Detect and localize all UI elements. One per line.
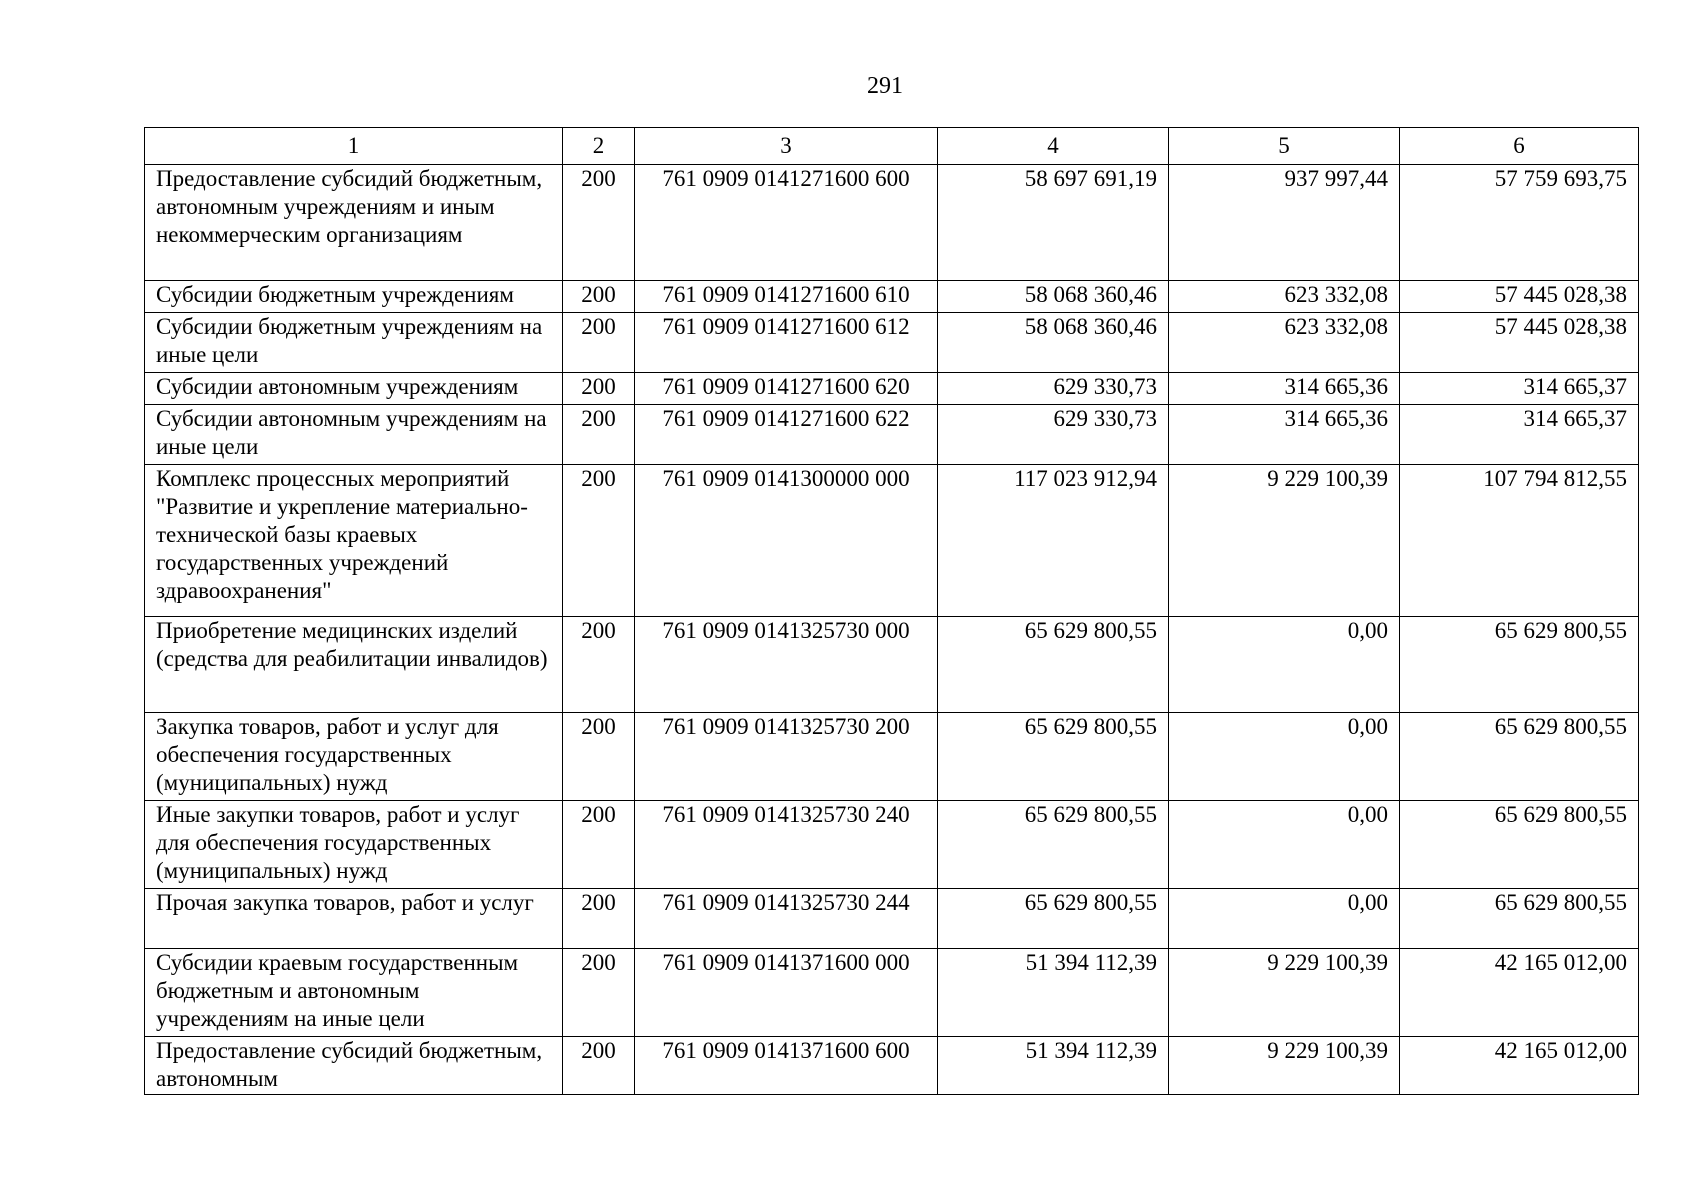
- row-value-col5: 9 229 100,39: [1169, 1037, 1400, 1095]
- row-value-col4: 65 629 800,55: [938, 801, 1169, 889]
- row-value-col4: 117 023 912,94: [938, 465, 1169, 617]
- column-header-6: 6: [1400, 128, 1639, 165]
- row-code: 200: [563, 1037, 635, 1095]
- row-classification: 761 0909 0141271600 600: [635, 165, 938, 281]
- row-name: Приобретение медицинских изделий (средства для реабилитации инвалидов): [145, 617, 563, 713]
- table-row: [145, 1037, 1639, 1095]
- table-row: [145, 465, 1639, 617]
- table-row: [145, 373, 1639, 405]
- row-value-col4: 58 068 360,46: [938, 313, 1169, 373]
- row-value-col6: 107 794 812,55: [1400, 465, 1639, 617]
- column-header-2: 2: [563, 128, 635, 165]
- row-classification: 761 0909 0141271600 622: [635, 405, 938, 465]
- row-classification: 761 0909 0141371600 600: [635, 1037, 938, 1095]
- row-classification: 761 0909 0141271600 610: [635, 281, 938, 313]
- row-code: 200: [563, 889, 635, 949]
- row-code: 200: [563, 465, 635, 617]
- row-value-col5: 623 332,08: [1169, 313, 1400, 373]
- row-classification: 761 0909 0141325730 244: [635, 889, 938, 949]
- table-row: [145, 313, 1639, 373]
- row-value-col5: 0,00: [1169, 617, 1400, 713]
- page-number: 291: [867, 73, 903, 99]
- row-value-col5: 9 229 100,39: [1169, 949, 1400, 1037]
- row-classification: 761 0909 0141371600 000: [635, 949, 938, 1037]
- row-code: 200: [563, 405, 635, 465]
- row-value-col4: 51 394 112,39: [938, 949, 1169, 1037]
- row-classification: 761 0909 0141300000 000: [635, 465, 938, 617]
- row-value-col4: 65 629 800,55: [938, 617, 1169, 713]
- row-name: Субсидии бюджетным учреждениям: [145, 281, 563, 313]
- row-classification: 761 0909 0141325730 240: [635, 801, 938, 889]
- row-value-col6: 314 665,37: [1400, 373, 1639, 405]
- row-value-col6: 314 665,37: [1400, 405, 1639, 465]
- column-header-1: 1: [145, 128, 563, 165]
- row-value-col6: 65 629 800,55: [1400, 713, 1639, 801]
- row-value-col6: 65 629 800,55: [1400, 801, 1639, 889]
- row-value-col5: 0,00: [1169, 801, 1400, 889]
- row-value-col4: 65 629 800,55: [938, 713, 1169, 801]
- table-body: [145, 165, 1639, 1095]
- row-value-col6: 57 759 693,75: [1400, 165, 1639, 281]
- table-row: [145, 281, 1639, 313]
- header-row: [145, 128, 1639, 165]
- row-value-col4: 58 697 691,19: [938, 165, 1169, 281]
- row-value-col5: 937 997,44: [1169, 165, 1400, 281]
- row-value-col4: 629 330,73: [938, 405, 1169, 465]
- row-value-col4: 58 068 360,46: [938, 281, 1169, 313]
- table-row: [145, 889, 1639, 949]
- row-name: Предоставление субсидий бюджетным, автономным учреждениям и иным некоммерческим организациям: [145, 165, 563, 281]
- table-row: [145, 949, 1639, 1037]
- row-name: Иные закупки товаров, работ и услуг для обеспечения государственных (муниципальных) нужд: [145, 801, 563, 889]
- row-value-col5: 314 665,36: [1169, 405, 1400, 465]
- row-classification: 761 0909 0141325730 000: [635, 617, 938, 713]
- row-name: Прочая закупка товаров, работ и услуг: [145, 889, 563, 949]
- table-header: [145, 128, 1639, 165]
- row-name: Субсидии автономным учреждениям: [145, 373, 563, 405]
- row-code: 200: [563, 617, 635, 713]
- row-value-col5: 0,00: [1169, 713, 1400, 801]
- row-value-col6: 65 629 800,55: [1400, 889, 1639, 949]
- row-value-col6: 57 445 028,38: [1400, 281, 1639, 313]
- row-value-col6: 65 629 800,55: [1400, 617, 1639, 713]
- row-name: Закупка товаров, работ и услуг для обеспечения государственных (муниципальных) нужд: [145, 713, 563, 801]
- budget-table: [144, 127, 1639, 1095]
- row-code: 200: [563, 373, 635, 405]
- row-value-col4: 51 394 112,39: [938, 1037, 1169, 1095]
- table-row: [145, 165, 1639, 281]
- row-value-col4: 65 629 800,55: [938, 889, 1169, 949]
- table-row: [145, 617, 1639, 713]
- row-value-col5: 9 229 100,39: [1169, 465, 1400, 617]
- row-value-col5: 314 665,36: [1169, 373, 1400, 405]
- row-classification: 761 0909 0141325730 200: [635, 713, 938, 801]
- row-code: 200: [563, 801, 635, 889]
- column-header-5: 5: [1169, 128, 1400, 165]
- row-value-col6: 42 165 012,00: [1400, 949, 1639, 1037]
- row-name: Предоставление субсидий бюджетным, автономным: [145, 1037, 563, 1095]
- row-name: Субсидии автономным учреждениям на иные цели: [145, 405, 563, 465]
- row-name: Субсидии краевым государственным бюджетным и автономным учреждениям на иные цели: [145, 949, 563, 1037]
- row-code: 200: [563, 949, 635, 1037]
- row-value-col6: 57 445 028,38: [1400, 313, 1639, 373]
- table-row: [145, 405, 1639, 465]
- row-classification: 761 0909 0141271600 620: [635, 373, 938, 405]
- row-value-col6: 42 165 012,00: [1400, 1037, 1639, 1095]
- row-code: 200: [563, 313, 635, 373]
- row-code: 200: [563, 165, 635, 281]
- row-name: Комплекс процессных мероприятий "Развитие и укрепление материально-технической базы краевых государственных учреждений здравоохранения": [145, 465, 563, 617]
- table-row: [145, 713, 1639, 801]
- row-code: 200: [563, 713, 635, 801]
- row-value-col5: 0,00: [1169, 889, 1400, 949]
- column-header-3: 3: [635, 128, 938, 165]
- row-value-col4: 629 330,73: [938, 373, 1169, 405]
- table-row: [145, 801, 1639, 889]
- row-value-col5: 623 332,08: [1169, 281, 1400, 313]
- row-code: 200: [563, 281, 635, 313]
- column-header-4: 4: [938, 128, 1169, 165]
- row-name: Субсидии бюджетным учреждениям на иные цели: [145, 313, 563, 373]
- row-classification: 761 0909 0141271600 612: [635, 313, 938, 373]
